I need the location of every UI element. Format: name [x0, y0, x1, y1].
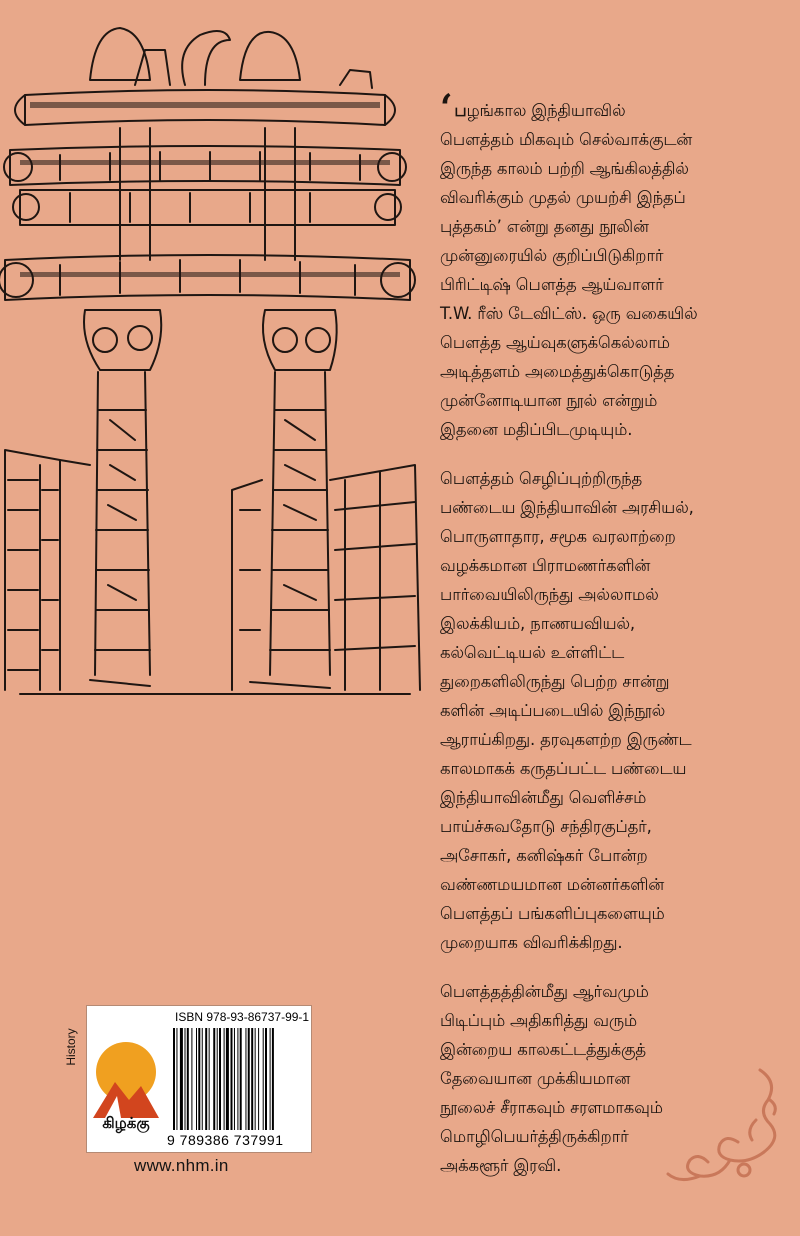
- barcode-bar: [255, 1028, 256, 1130]
- blurb-paragraph-1: [440, 87, 780, 444]
- publisher-website[interactable]: www.nhm.in: [134, 1156, 229, 1175]
- back-cover-blurb: [440, 87, 780, 1200]
- barcode-bar: [176, 1028, 177, 1130]
- barcode-bar: [272, 1028, 274, 1130]
- barcode-bar: [173, 1028, 175, 1130]
- barcode-bar: [248, 1028, 250, 1130]
- barcode-bar: [196, 1028, 197, 1130]
- barcode-bar: [180, 1028, 183, 1130]
- barcode-bar: [198, 1028, 200, 1130]
- barcode-bar: [265, 1028, 267, 1130]
- barcode-bar: [205, 1028, 207, 1130]
- barcode-bar: [217, 1028, 218, 1130]
- barcode-bar: [237, 1028, 238, 1130]
- opening-quote-mark: ‘: [440, 87, 453, 129]
- barcode-panel: [86, 1005, 312, 1153]
- barcode-bar: [213, 1028, 215, 1130]
- barcode-bar: [226, 1028, 229, 1130]
- blurb-paragraph-2: பௌத்தம் செழிப்புற்றிருந்த பண்டைய இந்தியாவின் அரசியல், பொருளாதார, சமூக வரலாற்றை வழக்கமான பிராமணர்களின் பார்வையிலிருந்து அல்லாமல் இலக்கியம், நாணயவியல், கல்வெட்டியல் உள்ளிட்ட துறைகளிலிருந்து பெற்ற சான்று களின் அடிப்படையில் இந்நூல் ஆராய்கிறது. தரவுகளற்ற இருண்ட காலமாகக் கருதப்பட்ட பண்டைய இந்தியாவின்மீது வெளிச்சம் பாய்ச்சுவதோடு சந்திரகுப்தர், அசோகர், கனிஷ்கர் போன்ற வண்ணமயமான மன்னர்களின் பௌத்தப் பங்களிப்புகளையும் முறையாக விவரிக்கிறது.: [440, 469, 694, 952]
- barcode-bar: [245, 1028, 246, 1130]
- barcode-bar: [185, 1028, 186, 1130]
- blurb-paragraph-1-text: ழங்கால இந்தியாவில் பௌத்தம் மிகவும் செல்வாக்குடன் இருந்த காலம் பற்றி ஆங்கிலத்தில் விவரிக்கும் முதல் முயற்சி இந்தப் புத்தகம்’ என்று தனது நூலின் முன்னுரையில் குறிப்பிடுகிறார் பிரிட்டிஷ் பௌத்த ஆய்வாளர் T.W. ரீஸ் டேவிட்ஸ். ஒரு வகையில் பௌத்த ஆய்வுகளுக்கெல்லாம் அடித்தளம் அமைத்துக்கொடுத்த முன்னோடியான நூல் என்றும் இதனை மதிப்பிடமுடியும்.: [440, 101, 698, 439]
- barcode-bar: [209, 1028, 210, 1130]
- category-text: History: [64, 1028, 78, 1066]
- barcode-bar: [219, 1028, 221, 1130]
- barcode-bar: [231, 1028, 233, 1130]
- barcode-bar: [270, 1028, 271, 1130]
- barcode-bar: [258, 1028, 259, 1130]
- drop-letter: ப: [454, 101, 467, 120]
- isbn-label: ISBN 978-93-86737-99-1: [175, 1010, 310, 1024]
- barcode-bar: [224, 1028, 225, 1130]
- ornament-flourish-icon: [660, 1060, 785, 1190]
- barcode-bar: [187, 1028, 189, 1130]
- category-label: [60, 1008, 82, 1098]
- barcode-icon: [173, 1028, 305, 1130]
- barcode-bar: [234, 1028, 235, 1130]
- barcode-bar: [263, 1028, 264, 1130]
- barcode-bar: [251, 1028, 253, 1130]
- barcode-bar: [202, 1028, 203, 1130]
- barcode-digits: 9 789386 737991: [167, 1132, 284, 1148]
- sanchi-gateway-illustration: [0, 10, 430, 700]
- publisher-name: கிழக்கு: [102, 1114, 150, 1132]
- barcode-bar: [191, 1028, 192, 1130]
- barcode-bar: [240, 1028, 242, 1130]
- blurb-paragraph-3: பௌத்தத்தின்மீது ஆர்வமும் பிடிப்பும் அதிகரித்து வரும் இன்றைய காலகட்டத்துக்குத் தேவையான முக்கியமான நூலைச் சீராகவும் சரளமாகவும் மொழிபெயர்த்திருக்கிறார் அக்களூர் இரவி.: [440, 982, 663, 1175]
